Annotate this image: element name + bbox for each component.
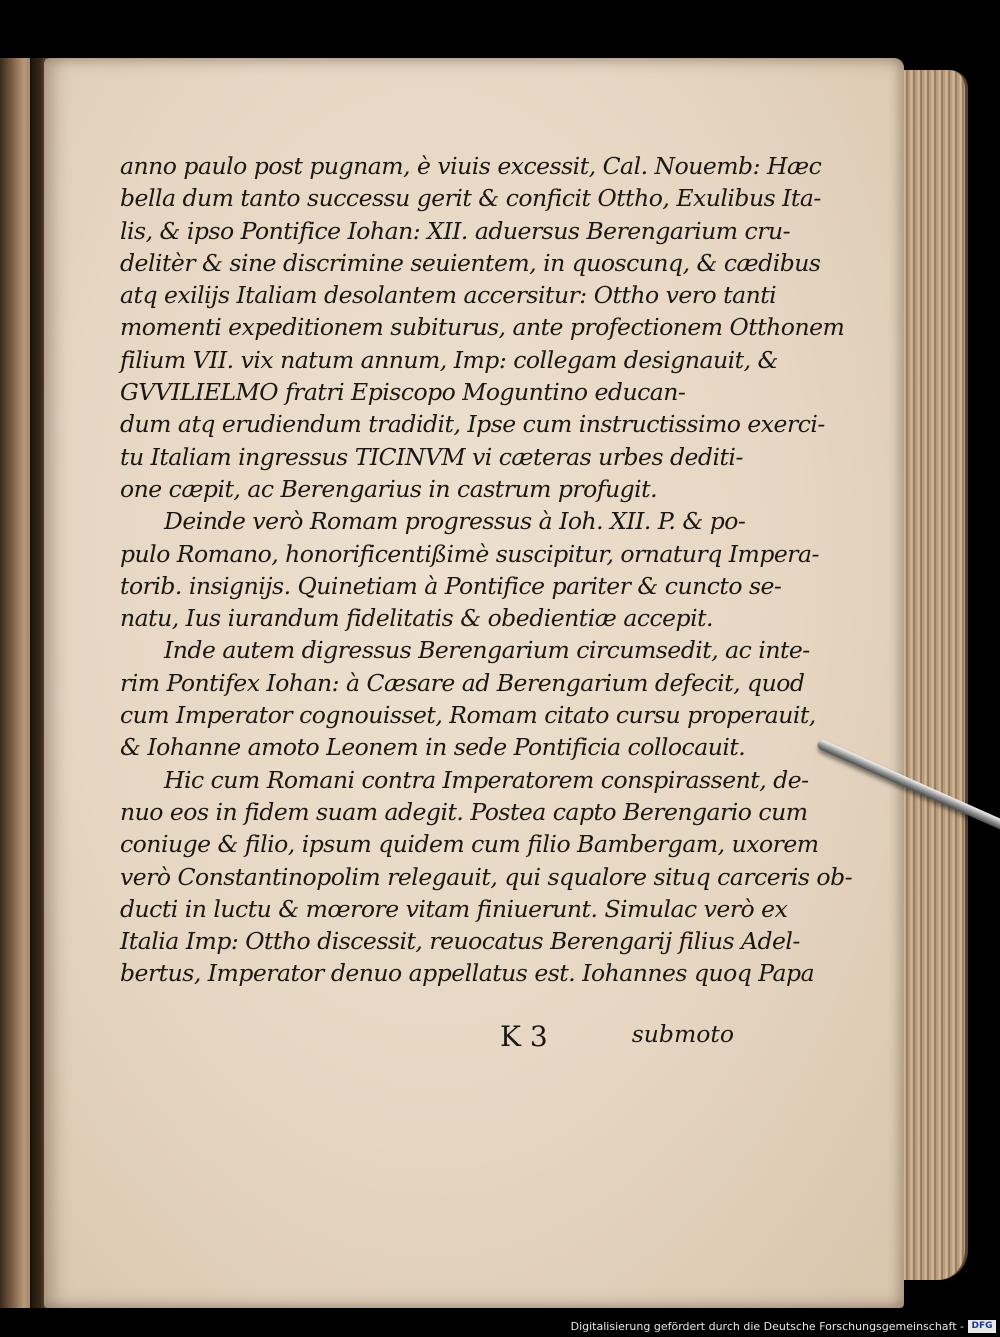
text-line: dum atq erudiendum tradidit, Ipse cum instructissimo exerci- [120,410,825,439]
signature-mark: K 3 [500,1020,548,1053]
text-line: cum Imperator cognouisset, Romam citato cursu properauit, [120,701,816,730]
text-line: tu Italiam ingressus TICINVM vi cæteras urbes dediti- [120,442,743,471]
previous-page-edge [0,58,32,1308]
text-line: torib. insignijs. Quinetiam à Pontifice pariter & cuncto se- [120,571,782,600]
credit-bar [0,1315,1000,1337]
text-line: atq exilijs Italiam desolantem accersitur: Ottho vero tanti [120,281,777,310]
text-line: & Iohanne amoto Leonem in sede Pontificia collocauit. [120,733,746,762]
text-line: Deinde verò Romam progressus à Ioh. XII. P. & po- [164,507,746,536]
text-line: bella dum tanto successu gerit & conficit Ottho, Exulibus Ita- [120,184,821,213]
text-line: verò Constantinopolim relegauit, qui squalore situq carceris ob- [120,862,853,891]
text-line: anno paulo post pugnam, è viuis excessit, Cal. Nouemb: Hæc [120,152,822,180]
text-line: one cæpit, ac Berengarius in castrum profugit. [120,474,658,503]
body-text [120,150,853,990]
text-line: bertus, Imperator denuo appellatus est. Iohannes quoq Papa [120,959,815,988]
text-line: natu, Ius iurandum fidelitatis & obedientiæ accepit. [120,604,714,633]
text-line: coniuge & filio, ipsum quidem cum filio Bambergam, uxorem [120,830,819,859]
text-line: Hic cum Romani contra Imperatorem conspirassent, de- [164,765,809,794]
text-line: pulo Romano, honorificentißimè suscipitur, ornaturq Impera- [120,539,819,568]
text-line: ducti in luctu & mœrore vitam finiuerunt. Simulac verò ex [120,894,788,923]
text-line: rim Pontifex Iohan: à Cæsare ad Berengarium defecit, quod [120,668,805,697]
page-footer [120,1020,734,1054]
text-line: lis, & ipso Pontifice Iohan: XII. aduersus Berengarium cru- [120,216,791,245]
text-line: GVVILIELMO fratri Episcopo Moguntino educan- [120,378,686,407]
text-line: Italia Imp: Ottho discessit, reuocatus Berengarij filius Adel- [120,927,800,956]
text-line: filium VII. vix natum annum, Imp: collegam designauit, & [120,345,778,374]
book-page [44,58,904,1308]
page-stack-edges [895,70,968,1280]
funding-credit: Digitalisierung gefördert durch die Deutsche Forschungsgemeinschaft - [570,1320,964,1333]
text-line: Inde autem digressus Berengarium circumsedit, ac inte- [164,636,810,665]
text-line: momenti expeditionem subiturus, ante profectionem Otthonem [120,313,845,342]
text-line: nuo eos in fidem suam adegit. Postea capto Berengario cum [120,797,808,826]
text-line: delitèr & sine discrimine seuientem, in quoscunq, & cædibus [120,248,821,277]
catchword: submoto [631,1020,734,1048]
dfg-logo-icon: DFG [968,1320,996,1333]
